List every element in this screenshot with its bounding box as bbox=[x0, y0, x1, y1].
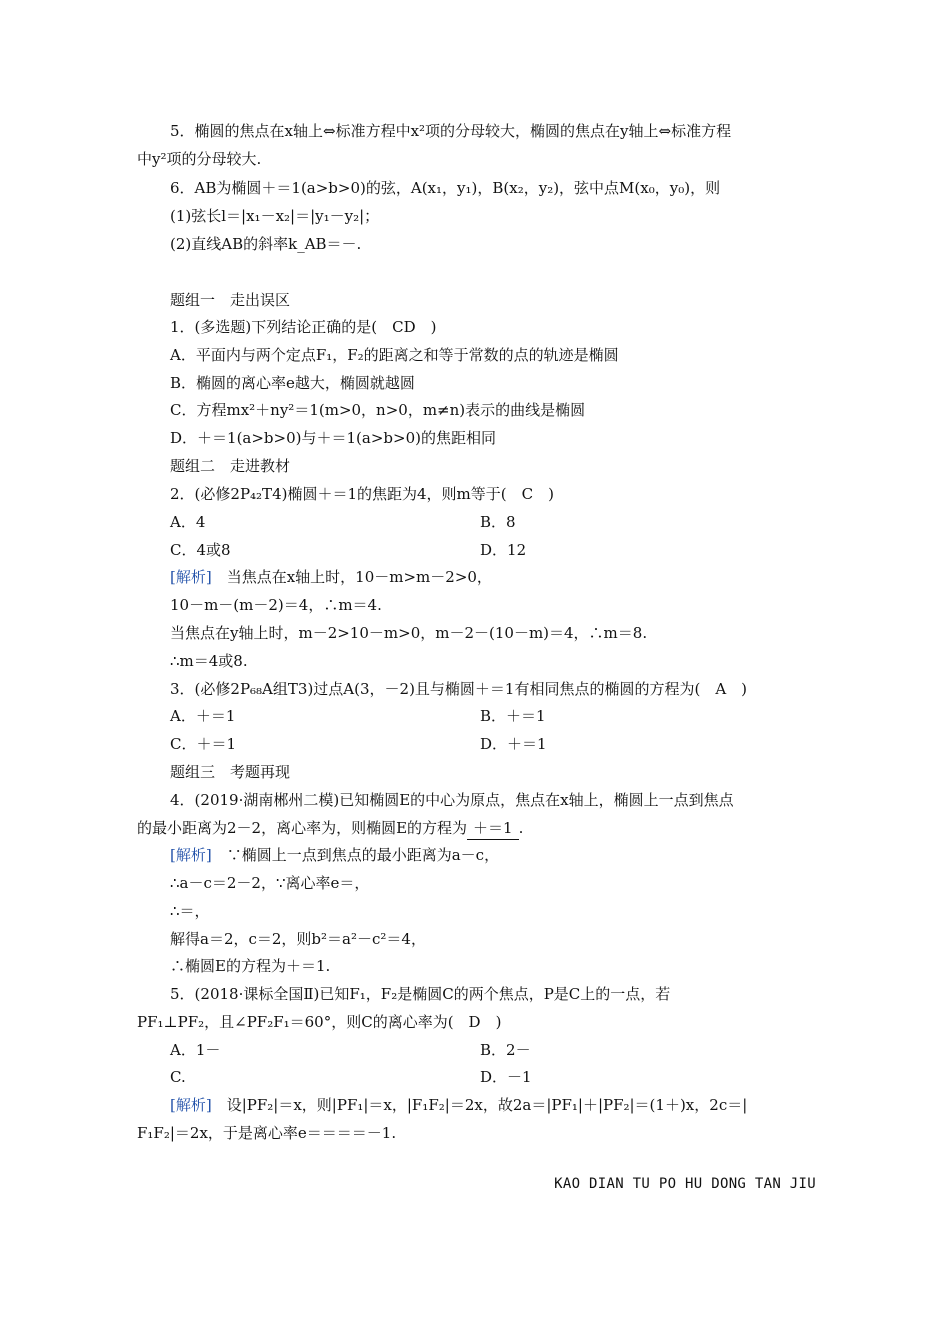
answer-blank: ＋＝1 bbox=[467, 817, 519, 840]
question-2: 2．(必修2P₄₂T4)椭圆＋＝1的焦距为4，则m等于( C ) bbox=[170, 485, 554, 503]
jiexi-tag: [解析] bbox=[170, 846, 212, 864]
question-5: 5．(2018·课标全国Ⅱ)已知F₁，F₂是椭圆C的两个焦点，P是C上的一点，若 bbox=[170, 985, 671, 1003]
q5-option-a: A．1－ bbox=[170, 1041, 221, 1059]
text-line: (1)弦长l＝|x₁－x₂|＝|y₁－y₂|； bbox=[170, 207, 380, 225]
question-1: 1．(多选题)下列结论正确的是( CD ) bbox=[170, 318, 437, 336]
text-line: F₁F₂|＝2x，于是离心率e＝＝＝＝－1. bbox=[137, 1124, 397, 1142]
text-line: 当焦点在y轴上时，m－2>10－m>0，m－2－(10－m)＝4，∴m＝8. bbox=[170, 624, 648, 642]
text-line: (2)直线AB的斜率k_AB＝－. bbox=[170, 235, 362, 253]
question-4: 4．(2019·湖南郴州二模)已知椭圆E的中心为原点，焦点在x轴上，椭圆上一点到焦点 bbox=[170, 791, 734, 809]
question-3: 3．(必修2P₆₈A组T3)过点A(3，－2)且与椭圆＋＝1有相同焦点的椭圆的方程为( A ) bbox=[170, 680, 747, 698]
text-line: ∴＝， bbox=[170, 902, 210, 920]
option-a: A．平面内与两个定点F₁，F₂的距离之和等于常数的点的轨迹是椭圆 bbox=[170, 346, 619, 364]
option-b: B．椭圆的离心率e越大，椭圆就越圆 bbox=[170, 374, 415, 392]
section-heading: 题组二 走进教材 bbox=[170, 457, 291, 475]
text-line: ∴椭圆E的方程为＋＝1. bbox=[170, 957, 331, 975]
q3-option-d: D．＋＝1 bbox=[480, 735, 547, 753]
option-d: D．＋＝1(a>b>0)与＋＝1(a>b>0)的焦距相同 bbox=[170, 429, 496, 447]
text-line: 解得a＝2，c＝2，则b²＝a²－c²＝4， bbox=[170, 930, 426, 948]
q5-solution-text: 设|PF₂|＝x，则|PF₁|＝x，|F₁F₂|＝2x，故2a＝|PF₁|＋|PF₂|＝(1＋)x，2c＝| bbox=[211, 1096, 748, 1114]
text-line: 中y²项的分母较大. bbox=[137, 150, 262, 168]
q2-option-d: D．12 bbox=[480, 541, 527, 559]
text-line: 5．椭圆的焦点在x轴上⇔标准方程中x²项的分母较大，椭圆的焦点在y轴上⇔标准方程 bbox=[170, 122, 732, 140]
q4-solution-text: ∵椭圆上一点到焦点的最小距离为a－c， bbox=[211, 846, 500, 864]
text-line: 6．AB为椭圆＋＝1(a>b>0)的弦，A(x₁，y₁)，B(x₂，y₂)，弦中点M(x₀，y₀)，则 bbox=[170, 179, 721, 197]
q5-option-d: D．－1 bbox=[480, 1068, 532, 1086]
text-line: ∴m＝4或8. bbox=[170, 652, 248, 670]
q2-solution-text: 当焦点在x轴上时，10－m>m－2>0， bbox=[211, 568, 492, 586]
question-4-line2: 的最小距离为2－2，离心率为，则椭圆E的方程为 ＋＝1 . bbox=[137, 817, 523, 840]
q3-option-c: C．＋＝1 bbox=[170, 735, 237, 753]
q3-option-a: A．＋＝1 bbox=[170, 707, 236, 725]
q5-option-c: C. bbox=[170, 1068, 186, 1086]
text-line: ∴a－c＝2－2，∵离心率e＝， bbox=[170, 874, 370, 892]
q2-option-b: B．8 bbox=[480, 513, 516, 531]
q2-option-a: A．4 bbox=[170, 513, 206, 531]
page-footer: KAO DIAN TU PO HU DONG TAN JIU bbox=[554, 1176, 816, 1192]
q5-solution-line bbox=[170, 1094, 747, 1116]
jiexi-tag: [解析] bbox=[170, 1096, 212, 1114]
text-line: 10－m－(m－2)＝4，∴m＝4. bbox=[170, 596, 382, 614]
option-c: C．方程mx²＋ny²＝1(m>0，n>0，m≠n)表示的曲线是椭圆 bbox=[170, 401, 586, 419]
section-heading: 题组一 走出误区 bbox=[170, 291, 291, 309]
q3-option-b: B．＋＝1 bbox=[480, 707, 546, 725]
q2-solution-line bbox=[170, 566, 492, 588]
jiexi-tag: [解析] bbox=[170, 568, 212, 586]
section-heading: 题组三 考题再现 bbox=[170, 763, 291, 781]
question-5-line2: PF₁⊥PF₂，且∠PF₂F₁＝60°，则C的离心率为( D ) bbox=[137, 1013, 502, 1031]
q5-option-b: B．2－ bbox=[480, 1041, 531, 1059]
q4-solution-line bbox=[170, 844, 499, 866]
q2-option-c: C．4或8 bbox=[170, 541, 231, 559]
